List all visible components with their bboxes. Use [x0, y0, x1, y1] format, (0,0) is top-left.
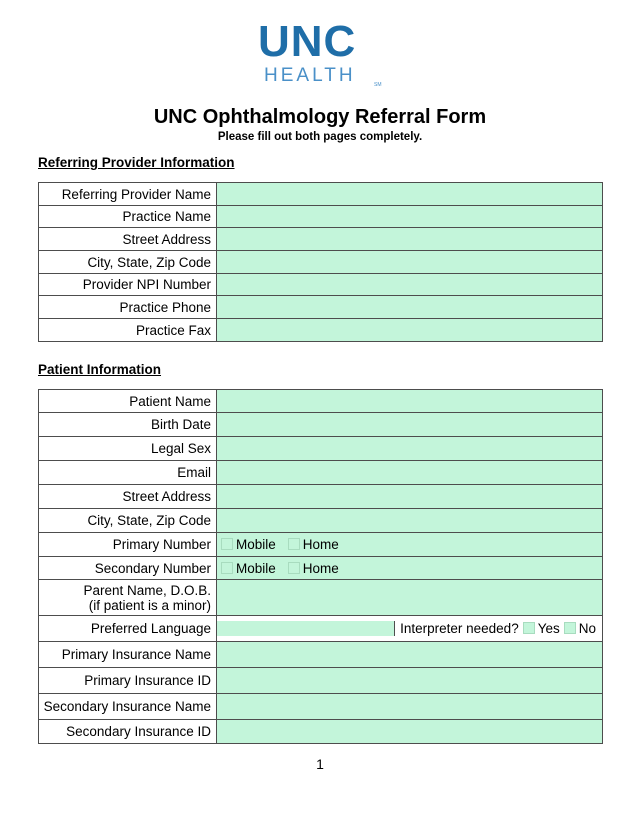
field-label: Patient Name — [39, 390, 217, 413]
field-label: Email — [39, 461, 217, 485]
option-label: Yes — [537, 621, 560, 636]
legal-sex-field[interactable] — [217, 437, 603, 461]
patient-info-table — [38, 389, 603, 744]
referring-provider-name-field[interactable] — [217, 183, 603, 206]
practice-fax-field[interactable] — [217, 319, 603, 342]
option-label: Mobile — [236, 537, 276, 552]
provider-npi-field[interactable] — [217, 274, 603, 296]
interpreter-no-checkbox[interactable] — [564, 622, 576, 634]
secondary-insurance-name-field[interactable] — [217, 694, 603, 720]
primary-number-field[interactable] — [217, 533, 603, 557]
secondary-home-checkbox[interactable] — [288, 562, 300, 574]
patient-info-heading: Patient Information — [38, 362, 162, 377]
field-label: Birth Date — [39, 413, 217, 437]
field-label: Street Address — [39, 485, 217, 509]
secondary-insurance-id-field[interactable] — [217, 720, 603, 744]
interpreter-yes-checkbox[interactable] — [523, 622, 535, 634]
field-label: Secondary Insurance ID — [39, 720, 217, 744]
form-title: UNC Ophthalmology Referral Form — [153, 106, 487, 128]
option-label: Home — [302, 560, 339, 576]
primary-mobile-checkbox[interactable] — [221, 538, 233, 550]
parent-label-line1: Parent Name, D.O.B. — [83, 582, 211, 598]
field-label — [39, 580, 217, 616]
secondary-mobile-checkbox[interactable] — [221, 562, 233, 574]
field-label: Secondary Insurance Name — [39, 694, 217, 720]
field-label: Legal Sex — [39, 437, 217, 461]
field-label: City, State, Zip Code — [39, 251, 217, 274]
primary-insurance-id-field[interactable] — [217, 668, 603, 694]
preferred-language-field[interactable] — [217, 621, 395, 636]
field-label: Referring Provider Name — [39, 183, 217, 206]
practice-name-field[interactable] — [217, 206, 603, 228]
page-number: 1 — [316, 756, 324, 772]
logo-trademark: SM — [374, 82, 382, 88]
field-label: Street Address — [39, 228, 217, 251]
unc-health-logo — [258, 17, 382, 88]
option-label: Home — [302, 537, 339, 552]
birth-date-field[interactable] — [217, 413, 603, 437]
field-label: Primary Number — [39, 533, 217, 557]
practice-city-field[interactable] — [217, 251, 603, 274]
field-label: City, State, Zip Code — [39, 509, 217, 533]
field-label: Practice Fax — [39, 319, 217, 342]
interpreter-label: Interpreter needed? — [400, 621, 519, 636]
referring-provider-heading: Referring Provider Information — [38, 155, 235, 170]
field-label: Primary Insurance Name — [39, 642, 217, 668]
option-label: Mobile — [236, 560, 276, 576]
primary-insurance-name-field[interactable] — [217, 642, 603, 668]
patient-name-field[interactable] — [217, 390, 603, 413]
referring-provider-table — [38, 182, 603, 342]
field-label: Preferred Language — [39, 616, 217, 642]
logo-word: UNC — [258, 17, 357, 66]
option-label: No — [578, 621, 596, 636]
parent-label-line2: (if patient is a minor) — [88, 597, 211, 613]
practice-phone-field[interactable] — [217, 296, 603, 319]
secondary-number-field[interactable] — [217, 557, 603, 580]
primary-home-checkbox[interactable] — [288, 538, 300, 550]
form-subtitle: Please fill out both pages completely. — [217, 131, 423, 143]
field-label: Secondary Number — [39, 557, 217, 580]
patient-city-field[interactable] — [217, 509, 603, 533]
field-label: Provider NPI Number — [39, 274, 217, 296]
field-label: Practice Name — [39, 206, 217, 228]
field-label: Primary Insurance ID — [39, 668, 217, 694]
parent-name-dob-field[interactable] — [217, 580, 603, 616]
patient-street-field[interactable] — [217, 485, 603, 509]
interpreter-group — [395, 621, 602, 636]
field-label: Practice Phone — [39, 296, 217, 319]
email-field[interactable] — [217, 461, 603, 485]
language-row — [217, 616, 603, 642]
logo-subtitle: HEALTH — [264, 65, 356, 86]
practice-street-field[interactable] — [217, 228, 603, 251]
